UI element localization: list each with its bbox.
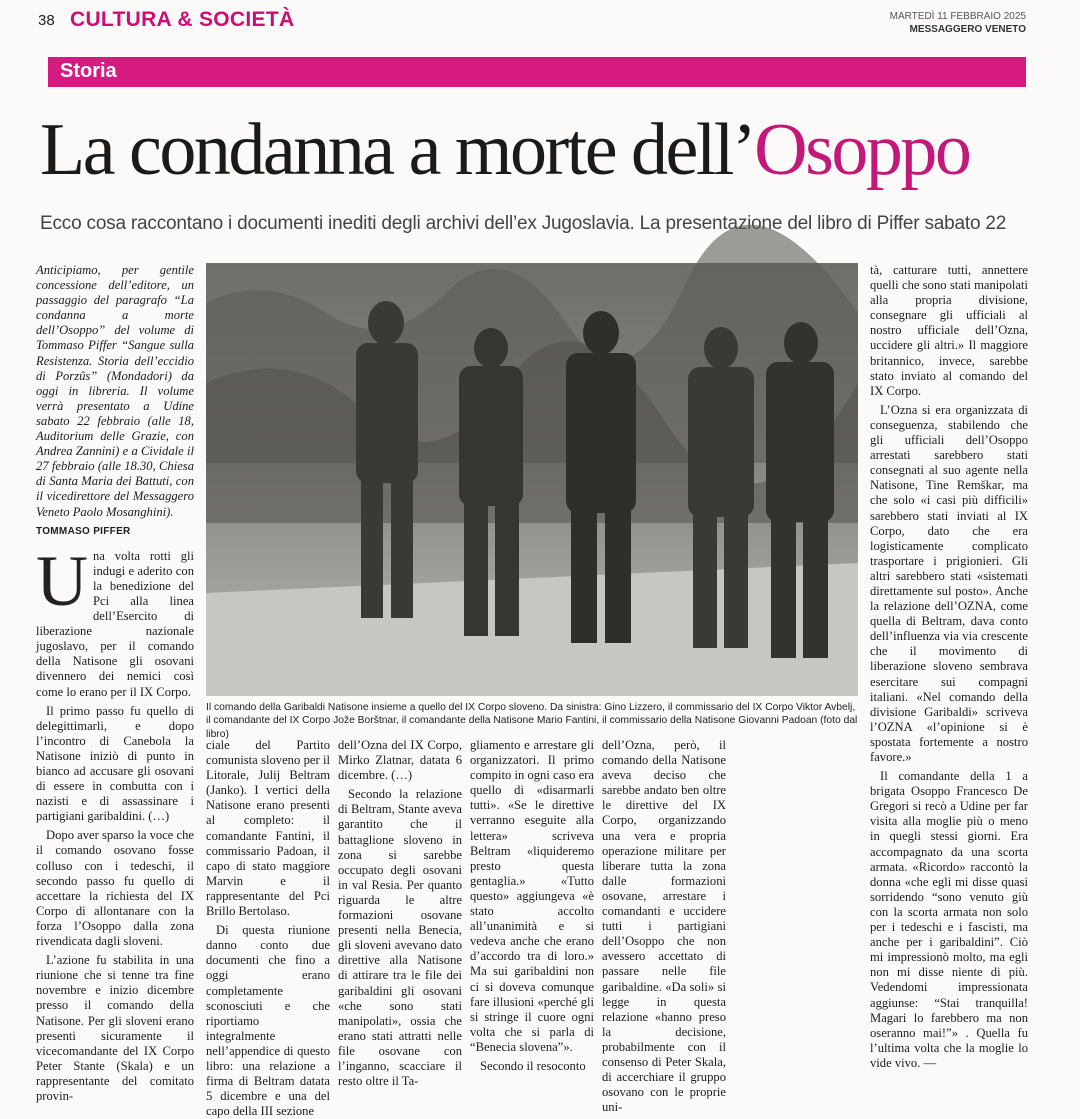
body-paragraph: Il comandante della 1 a brigata Osoppo Francesco De Gregori si recò a Udine per far visita alla moglie più o meno in quegli stessi giorni. Era accompagnato da una scorta armata. «Ricordo» raccontò la donna «che egli mi disse quasi sorridendo “sono venuto giù con la scorta armata non solo per i tedeschi e i fascisti, ma anche per i garibaldini”. Ciò mi impressionò molto, ma egli non mi disse niente di più. Vedendomi impressionata aggiunse: “Stai tranquilla! Magari lo farebbero ma non oseranno mai!”» . Quella fu l’ultima volta che la moglie lo vide vivo. —	[870, 769, 1028, 1070]
headline-main: La condanna a morte dell’	[40, 109, 755, 191]
body-paragraph: Secondo il resoconto	[480, 1058, 586, 1073]
kicker-label: Storia	[60, 60, 117, 82]
article-column-2	[206, 738, 330, 1119]
body-paragraph: ciale del Partito comunista sloveno per il Litorale, Julij Beltram (Janko). I vertici della Natisone erano presenti al completo: il comandante Fantini, il commissario Padoan, il capo di stato maggiore Marvin e il rappresentante del Pci Brillo Bertolaso.	[206, 738, 330, 919]
publication-name: MESSAGGERO VENETO	[909, 24, 1026, 35]
body-paragraph: dell’Ozna, però, il comando della Natisone aveva deciso che sarebbe andato ben oltre le direttive del IX Corpo, organizzando una vera e propria operazione militare per liberare tutta la zona dalle formazioni osovane, arrestare i comandanti e uccidere tutti i partigiani dell’Osoppo che non avessero accettato di passare nelle file garibaldine. «Da soli» si legge in questa relazione «hanno preso la decisione, probabilmente con il consenso di Peter Skala, di accerchiare il gruppo osovano con le proprie uni-	[602, 738, 726, 1115]
body-paragraph	[36, 540, 194, 700]
photo-illustration	[206, 263, 858, 696]
section-title: CULTURA & SOCIETÀ	[70, 8, 295, 31]
drop-cap: U	[36, 540, 88, 621]
body-paragraph: Di questa riunione danno conto due documenti che fino a oggi erano completamente sconosciuti e che riportiamo integralmente nell’appendice di questo libro: una relazione a firma di Beltram datata 5 dicembre e una del capo della III sezione	[206, 923, 330, 1119]
historical-photo	[206, 263, 858, 696]
article-column-1	[36, 263, 194, 1103]
body-text: na volta rotti gli indugi e aderito con la benedizione del Pci alla linea dell’Esercito di liberazione nazionale jugoslavo, per il comando della Natisone gli osovani divennero dei nemici così come lo erano per il IX Corpo.	[36, 548, 194, 699]
headline-accent: Osoppo	[754, 109, 970, 191]
body-paragraph: tà, catturare tutti, annettere quelli che sono stati manipolati alla propria divisione, consegnare gli ufficiali al nostro ufficiale dell’Ozna, uccidere gli altri.» Il maggiore britannico, invece, sarebbe stato inviato al comando del IX Corpo.	[870, 263, 1028, 398]
page-number: 38	[38, 12, 55, 29]
kicker-bar	[48, 57, 1026, 87]
intro-paragraph: Anticipiamo, per gentile concessione dell’editore, un passaggio del paragrafo “La condanna a morte dell’Osoppo” del volume di Tommaso Piffer “Sangue sulla Resistenza. Storia dell’eccidio di Porzûs” (Mondadori) da oggi in libreria. Il volume verrà presentato a Udine sabato 22 febbraio (alle 18, Auditorium delle Grazie, con Andrea Zannini) e a Cividale il 27 febbraio (alle 18.30, Chiesa di Santa Maria dei Battuti, con il vicedirettore del Messaggero Veneto Paolo Mosanghini).	[36, 263, 194, 519]
body-paragraph: dell’Ozna del IX Corpo, Mirko Zlatnar, datata 6 dicembre. (…)	[338, 738, 462, 783]
issue-date: MARTEDÌ 11 FEBBRAIO 2025	[889, 11, 1026, 22]
headline	[40, 108, 1040, 192]
article-column-right	[870, 263, 1028, 1070]
article-column-5	[602, 738, 726, 1115]
author-byline: TOMMASO PIFFER	[36, 525, 131, 537]
photo-caption: Il comando della Garibaldi Natisone insieme a quello del IX Corpo sloveno. Da sinistra: Gino Lizzero, il commissario del IX Corpo Viktor Avbelj, il comandante del IX Corpo Jože Borštnar, il comandante della Natisone Mario Fantini, il commissario della Natisone Giovanni Padoan (foto dal libro)	[206, 702, 858, 740]
body-paragraph: L’Ozna si era organizzata di conseguenza, stabilendo che gli ufficiali dell’Osoppo arrestati sarebbero stati consegnati al suo agente nella Natisone, Tine Remškar, ma che solo «i casi più difficili» sarebbero stati inviati al IX Corpo, dato che era logisticamente complicato trasportare i prigionieri. Gli altri sarebbero stati «sistemati direttamente sul posto». Anche la relazione dell’OZNA, come quella di Beltram, dava conto dell’influenza via via crescente che il movimento di liberazione sloveno sembrava esercitare sui compagni italiani. «Nel comando della divisione Garibaldi» scriveva l’OZNA «l’opinione si è spostata fortemente a nostro favore.»	[870, 402, 1028, 764]
body-paragraph: Secondo la relazione di Beltram, Stante aveva garantito che il battaglione sloveno in zona si sarebbe occupato degli osovani in val Resia. Per quanto riguarda le altre formazioni osovane presenti nella Benecia, gli sloveni avevano dato direttive alla Natisone di attirare tra le file dei garibaldini gli osovani «che sono stati manipolati», ossia che erano stati attratti nelle file osovane con l’inganno, scacciare il resto oltre il Ta-	[338, 787, 462, 1089]
dateline	[890, 10, 1026, 36]
body-paragraph: Il primo passo fu quello di delegittimarli, e dopo l’incontro di Canebola la Natisone iniziò di punto in bianco ad accusare gli osovani di essere in combutta con i nazisti e di assassinare i partigiani garibaldini. (…)	[36, 703, 194, 824]
article-column-3	[338, 738, 462, 1089]
subheadline: Ecco cosa raccontano i documenti inediti degli archivi dell’ex Jugoslavia. La presentazione del libro di Piffer sabato 22	[40, 213, 1007, 234]
article-column-4	[470, 738, 594, 1073]
body-paragraph: gliamento e arrestare gli organizzatori. Il primo compito in ogni caso era quello di «disarmarli tutti». «Se le direttive verranno eseguite alla lettera» scriveva Beltram «liquideremo presto questa gentaglia.» «Tutto questo» aggiungeva «è stato accolto all’unanimità e si vedeva anche che erano d’accordo tra di loro.» Ma sui garibaldini non ci si doveva comunque fare illusioni «perché gli si stringe il cuore ogni volta che si parla di “Benecia slovena”».	[470, 738, 594, 1054]
body-paragraph: Dopo aver sparso la voce che il comando osovano fosse colluso con i tedeschi, il secondo passo fu quello di accettare la richiesta del IX Corpo di allontanare con la forza l’Osoppo dalla zona rivendicata dagli sloveni.	[36, 828, 194, 949]
body-paragraph: L’azione fu stabilita in una riunione che si tenne tra fine novembre e inizio dicembre presso il comando della Natisone. Per gli sloveni erano presenti sicuramente il vicecomandante del IX Corpo Peter Stante (Skala) e un rappresentante del comitato provin-	[36, 953, 194, 1103]
